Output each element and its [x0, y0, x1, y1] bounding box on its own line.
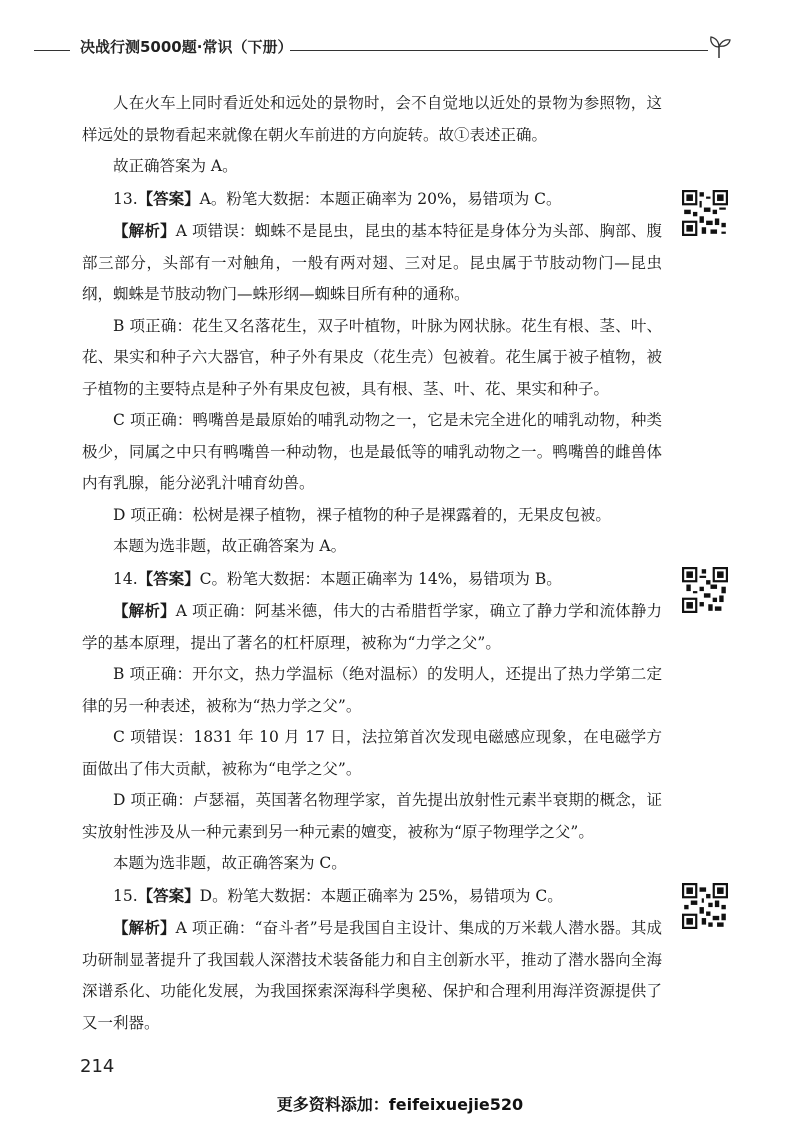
q15-analysis-a [82, 912, 662, 1039]
q14-answer-line [82, 563, 662, 596]
q14-option-b: B 项正确：开尔文，热力学温标（绝对温标）的发明人，还提出了热力学第二定律的另一种表述，被称为“热力学之父”。 [82, 665, 662, 715]
q13-option-a-text: A 项错误：蜘蛛不是昆虫，昆虫的基本特征是身体分为头部、胸部、腹部三部分，头部有一对触角，一般有两对翅、三对足。昆虫属于节肢动物门—昆虫纲，蜘蛛是节肢动物门—蛛形纲—蜘蛛目所有种的通称。 [82, 222, 662, 303]
paragraph: 人在火车上同时看近处和远处的景物时，会不自觉地以近处的景物为参照物，这样远处的景物看起来就像在朝火车前进的方向旋转。故①表述正确。 [82, 94, 662, 144]
q14-option-c: C 项错误：1831 年 10 月 17 日，法拉第首次发现电磁感应现象，在电磁学方面做出了伟大贡献，被称为“电学之父”。 [82, 728, 662, 778]
answer-tag: 【答案】 [137, 885, 200, 905]
header-rule-left [34, 50, 70, 51]
q13-analysis-a [82, 215, 662, 311]
q15-answer-text: D。粉笔大数据：本题正确率为 25%，易错项为 C。 [199, 886, 563, 905]
q13-conclusion: 本题为选非题，故正确答案为 A。 [113, 537, 347, 555]
q13-number: 13. [113, 189, 138, 208]
q13-answer-text: A。粉笔大数据：本题正确率为 20%，易错项为 C。 [199, 189, 562, 208]
q13-option-b: B 项正确：花生又名落花生，双子叶植物，叶脉为网状脉。花生有根、茎、叶、花、果实和种子六大器官，种子外有果皮（花生壳）包被着。花生属于被子植物，被子植物的主要特点是种子外有果皮包被，具有根、茎、叶、花、果实和种子。 [82, 316, 662, 398]
analysis-tag: 【解析】 [113, 918, 176, 937]
q13-option-c: C 项正确：鸭嘴兽是最原始的哺乳动物之一，它是未完全进化的哺乳动物，种类极少，同属之中只有鸭嘴兽一种动物，也是最低等的哺乳动物之一。鸭嘴兽的雌兽体内有乳腺，能分泌乳汁哺育幼兽。 [82, 411, 662, 492]
q15-option-a-text: A 项正确：“奋斗者”号是我国自主设计、集成的万米载人潜水器。其成功研制显著提升了我国载人深潜技术装备能力和自主创新水平，推动了潜水器向全海深谱系化、功能化发展，为我国探索深海科学奥秘、保护和合理利用海洋资源提供了又一利器。 [82, 919, 662, 1032]
q14-number: 14. [113, 569, 138, 588]
sprout-icon [706, 34, 732, 60]
qr-code-icon[interactable] [682, 883, 728, 929]
page-number: 214 [80, 1056, 115, 1077]
qr-code-icon[interactable] [682, 190, 728, 236]
q14-conclusion: 本题为选非题，故正确答案为 C。 [113, 854, 347, 872]
footer-note: 更多资料添加：feifeixuejie520 [276, 1095, 524, 1114]
answer-tag: 【答案】 [137, 188, 200, 208]
answer-tag: 【答案】 [137, 568, 200, 588]
header-rule-right [290, 50, 708, 51]
q13-answer-line [82, 183, 662, 216]
page-content [82, 88, 662, 1039]
page-header [0, 28, 800, 68]
q15-answer-line [82, 880, 662, 913]
running-header-title: 决战行测5000题·常识（下册） [80, 38, 293, 56]
analysis-tag: 【解析】 [113, 221, 176, 240]
q14-answer-text: C。粉笔大数据：本题正确率为 14%，易错项为 B。 [199, 569, 562, 588]
q14-analysis-a [82, 595, 662, 659]
q14-option-d: D 项正确：卢瑟福，英国著名物理学家，首先提出放射性元素半衰期的概念，证实放射性涉及从一种元素到另一种元素的嬗变，被称为“原子物理学之父”。 [82, 791, 662, 841]
qr-code-icon[interactable] [682, 567, 728, 613]
analysis-tag: 【解析】 [113, 601, 176, 620]
q15-number: 15. [113, 886, 138, 905]
paragraph: 故正确答案为 A。 [113, 157, 238, 175]
q13-option-d: D 项正确：松树是裸子植物，裸子植物的种子是裸露着的，无果皮包被。 [113, 505, 611, 524]
q14-option-a-text: A 项正确：阿基米德，伟大的古希腊哲学家，确立了静力学和流体静力学的基本原理，提出了著名的杠杆原理，被称为“力学之父”。 [82, 602, 662, 652]
